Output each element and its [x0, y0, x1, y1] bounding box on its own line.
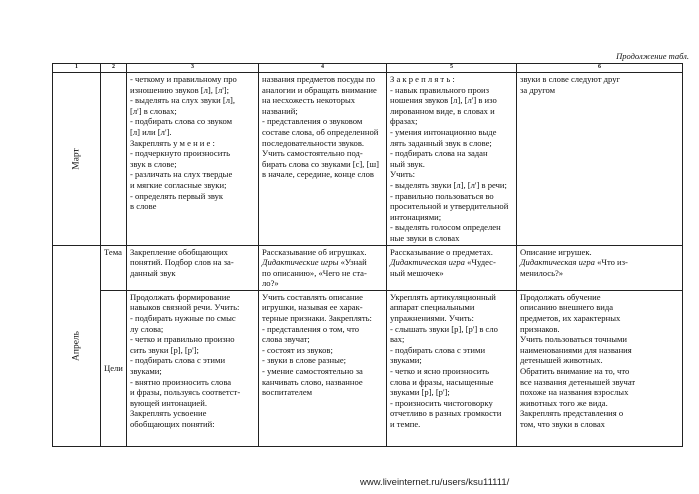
text-line: описанию внешнего вида: [520, 302, 614, 313]
header-cell: 3: [127, 64, 259, 73]
text-line: в слове: [130, 201, 157, 212]
text-line: - слышать звуки [р], [р'] в сло: [390, 323, 498, 334]
header-cell: 6: [517, 64, 683, 73]
text-line: звуками;: [390, 355, 422, 366]
text-line: по описанию», «Чего не ста-: [262, 267, 367, 278]
text-line: животных того же вида.: [520, 397, 608, 408]
continuation-label: Продолжение табл.: [616, 51, 689, 61]
text-line: - подчеркнуто произносить: [130, 148, 231, 159]
text-line: Дидактическая игра «Чудес-: [390, 257, 496, 268]
text-line: лять заданный звук в слове;: [390, 137, 492, 148]
text-line: сить звуки [р], [р'];: [130, 344, 199, 355]
march-col4: [259, 73, 387, 246]
text-line: Продолжать обучение: [520, 291, 601, 302]
text-line: изношению звуков [л], [л'];: [130, 84, 230, 95]
text-line: - подбирать слова на задан: [390, 148, 488, 159]
text-line: предметов, их характерных: [520, 313, 621, 324]
text-line: в начале, середине, конце слов: [262, 169, 374, 180]
text-line: - определять первый звук: [130, 190, 224, 201]
text-line: Продолжать формирование: [130, 291, 231, 302]
text-line: - выделять на слух звуки [л],: [130, 95, 236, 106]
text-line: обобщающих понятий:: [130, 419, 215, 429]
april-topic-col5: [387, 245, 517, 290]
text-line: все названия детенышей звучат: [520, 376, 636, 387]
text-line: признаков.: [520, 323, 560, 334]
april-goals-col5: [387, 290, 517, 446]
text-line: навыков связной речи. Учить:: [130, 302, 240, 313]
april-topic-row: [53, 245, 683, 290]
header-row: [53, 64, 683, 73]
header-cell: 5: [387, 64, 517, 73]
text-line: ный мешочек»: [390, 267, 444, 278]
text-line: - звуки в слове разные;: [262, 355, 347, 366]
text-line: менилось?»: [520, 267, 564, 278]
text-line: Укреплять артикуляционный: [390, 291, 496, 302]
text-line: отчетливо в разных громкости: [390, 408, 502, 419]
text-line: - выделять звуки [л], [л'] в речи;: [390, 179, 507, 190]
text-line: терные признаки. Закреплять:: [262, 313, 372, 324]
text-line: - состоят из звуков;: [262, 344, 333, 355]
month-label: Март: [71, 148, 82, 170]
text-line: канчивать слово, названное: [262, 376, 363, 387]
april-topic-col4: [259, 245, 387, 290]
text-line: звуками [р], [р'];: [390, 387, 450, 398]
april-topic-col6: [517, 245, 683, 290]
text-line: лу слова;: [130, 323, 164, 334]
header-cell: 4: [259, 64, 387, 73]
text-line: интонациями;: [390, 211, 442, 222]
text-line: фразах;: [390, 116, 418, 127]
text-line: и темпе.: [390, 419, 421, 429]
text-line: - правильно пользоваться во: [390, 190, 494, 201]
text-line: - произносить чистоговорку: [390, 397, 493, 408]
text-line: З а к р е п л я т ь :: [390, 74, 455, 84]
text-line: составе слова, об определенной: [262, 126, 379, 137]
march-row: [53, 73, 683, 246]
month-label: Апрель: [71, 330, 82, 361]
text-line: - выделять голосом определен: [390, 222, 501, 233]
text-line: детенышей животных.: [520, 355, 603, 366]
text-line: том, что звуки в словах: [520, 419, 605, 429]
april-goals-col6: [517, 290, 683, 446]
text-line: ные звуки в словах: [390, 232, 460, 243]
march-col5: [387, 73, 517, 246]
text-line: - внятно произносить слова: [130, 376, 232, 387]
text-line: Обратить внимание на то, что: [520, 366, 630, 377]
text-line: игрушки, называя ее харак-: [262, 302, 363, 313]
header-cell: 1: [53, 64, 101, 73]
text-line: просительной и утвердительной: [390, 201, 509, 212]
topic-label: Тема: [101, 245, 127, 290]
text-line: - навык правильного произ: [390, 84, 489, 95]
text-line: бирать слова со звуками [с], [ш]: [262, 158, 379, 169]
text-line: звук в слове;: [130, 158, 177, 169]
april-goals-row: [53, 290, 683, 446]
plan-table: [52, 63, 683, 447]
text-line: [л] или [л'].: [130, 126, 172, 137]
text-line: звуки в слове следуют друг: [520, 74, 621, 84]
text-line: слова и фразы, насыщенные: [390, 376, 494, 387]
text-line: - различать на слух твердые: [130, 169, 233, 180]
text-line: Учить составлять описание: [262, 291, 363, 302]
text-line: - умение самостоятельно за: [262, 366, 363, 377]
text-line: аппарат специальными: [390, 302, 475, 313]
text-line: Дидактические игры «Узнай: [262, 257, 367, 268]
text-line: Учить самостоятельно под-: [262, 148, 363, 159]
text-line: воспитателем: [262, 387, 313, 398]
text-line: Учить:: [390, 169, 416, 180]
text-line: Учить пользоваться точными: [520, 334, 628, 345]
text-line: - четко и ясно произносить: [390, 366, 490, 377]
text-line: упражнениями. Учить:: [390, 313, 474, 324]
april-goals-col3: [127, 290, 259, 446]
march-col3: [127, 73, 259, 246]
text-line: названия предметов посуды по: [262, 74, 375, 84]
text-line: и мягкие согласные звуки;: [130, 179, 227, 190]
text-line: - четкому и правильному про: [130, 74, 237, 84]
text-line: последовательности звуков.: [262, 137, 365, 148]
watermark-url: www.liveinternet.ru/users/ksu11111/: [360, 477, 510, 488]
text-line: лированном виде, в словах и: [390, 105, 495, 116]
text-line: Закреплять представления о: [520, 408, 624, 419]
text-line: аналогии и обращать внимание: [262, 84, 377, 95]
text-line: вующей интонацией.: [130, 397, 207, 408]
text-line: Рассказывание об игрушках.: [262, 246, 367, 257]
italic-text: Дидактическая игра: [520, 257, 595, 268]
text-line: - умения интонационно выде: [390, 126, 497, 137]
text-line: за другом: [520, 84, 556, 95]
text-line: ный звук.: [390, 158, 425, 169]
text-line: Дидактическая игра «Что из-: [520, 257, 628, 268]
text-line: - представления о звуковом: [262, 116, 363, 127]
text-line: Закреплять усвоение: [130, 408, 207, 419]
april-goals-col4: [259, 290, 387, 446]
text-line: - подбирать слова с этими: [390, 344, 486, 355]
text-line: слова звучат;: [262, 334, 310, 345]
march-col6: [517, 73, 683, 246]
text-line: на несхожесть некоторых: [262, 95, 356, 106]
text-line: названий;: [262, 105, 298, 116]
text-line: - подбирать нужные по смыс: [130, 313, 236, 324]
text-line: ношения звуков [л], [л'] в изо: [390, 95, 497, 106]
text-line: - подбирать слова со звуком: [130, 116, 233, 127]
text-line: Описание игрушек.: [520, 246, 592, 257]
goals-label: Цели: [101, 290, 127, 446]
text-line: [л'] в словах;: [130, 105, 177, 116]
text-line: - четко и правильно произно: [130, 334, 235, 345]
empty-cell: [101, 73, 127, 246]
text-line: Закрепление обобщающих: [130, 246, 228, 257]
month-cell-april: [53, 245, 101, 446]
italic-text: Дидактическая игра: [390, 257, 465, 268]
text-line: понятий. Подбор слов на за-: [130, 257, 234, 268]
text-line: - представления о том, что: [262, 323, 360, 334]
text-line: Закреплять у м е н и е :: [130, 137, 215, 148]
text-line: ло?»: [262, 278, 279, 289]
header-cell: 2: [101, 64, 127, 73]
text-line: Рассказывание о предметах.: [390, 246, 493, 257]
text-line: похоже на названия взрослых: [520, 387, 629, 398]
text-line: и фразы, пользуясь соответст-: [130, 387, 241, 398]
text-line: вах;: [390, 334, 405, 345]
italic-text: Дидактические игры: [262, 257, 339, 268]
month-cell-march: [53, 73, 101, 246]
text-line: - подбирать слова с этими звуками;: [130, 355, 226, 377]
text-line: данный звук: [130, 267, 176, 278]
text-line: наименованиями для названия: [520, 344, 632, 355]
april-topic-col3: [127, 245, 259, 290]
